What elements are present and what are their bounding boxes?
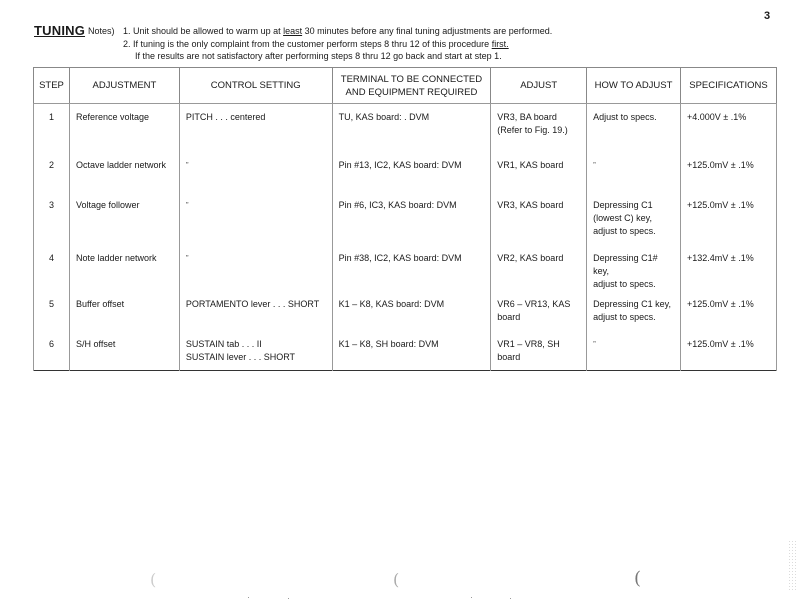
- cell-control: PORTAMENTO lever . . . SHORT: [179, 291, 332, 331]
- cell-control: [179, 152, 332, 192]
- cell-spec: +4.000V ± .1%: [680, 104, 776, 153]
- binding-hole-mark: (: [634, 568, 642, 589]
- binding-hole-mark: (: [393, 570, 400, 589]
- cell-adjust: VR3, KAS board: [491, 192, 587, 245]
- cell-adjust: VR2, KAS board: [491, 245, 587, 291]
- ditto-mark: ”: [185, 254, 189, 263]
- cell-adjustment: Buffer offset: [69, 291, 179, 331]
- cell-terminal: K1 – K8, KAS board: DVM: [332, 291, 491, 331]
- ditto-mark: ”: [185, 161, 189, 170]
- page-number: 3: [764, 10, 771, 22]
- table-row: [34, 245, 777, 291]
- cell-step: 6: [34, 331, 70, 371]
- note-1: 1. Unit should be allowed to warm up at least 30 minutes before any final tuning adjustments are performed.: [123, 26, 553, 36]
- cell-spec: +125.0mV ± .1%: [680, 291, 776, 331]
- cell-how: Adjust to specs.: [587, 104, 681, 153]
- cell-how: [587, 152, 681, 192]
- scan-speck: [510, 598, 511, 599]
- header-specifications: SPECIFICATIONS: [680, 68, 776, 104]
- cell-adjustment: Voltage follower: [69, 192, 179, 245]
- cell-step: 3: [34, 192, 70, 245]
- cell-adjustment: Reference voltage: [69, 104, 179, 153]
- ditto-mark: ”: [593, 340, 596, 349]
- cell-control: [179, 192, 332, 245]
- cell-terminal: TU, KAS board: . DVM: [332, 104, 491, 153]
- table-row: [34, 331, 777, 371]
- cell-step: 5: [34, 291, 70, 331]
- section-title: TUNING: [34, 23, 86, 38]
- header-adjust: ADJUST: [491, 68, 587, 104]
- table-row: [34, 152, 777, 192]
- scan-speck: [288, 598, 289, 599]
- cell-spec: +125.0mV ± .1%: [680, 192, 776, 245]
- table-row: [34, 291, 777, 331]
- cell-adjust: VR1 – VR8, SH board: [491, 331, 587, 371]
- table-row: [34, 192, 777, 245]
- ditto-mark: ”: [185, 201, 189, 210]
- note-2: 2. If tuning is the only complaint from the customer perform steps 8 thru 12 of this procedure first.: [123, 39, 509, 49]
- notes-label: Notes): [88, 26, 115, 36]
- header-control-setting: CONTROL SETTING: [179, 68, 332, 104]
- table-header-row: [34, 68, 777, 104]
- cell-control: SUSTAIN tab . . . II SUSTAIN lever . . . SHORT: [179, 331, 332, 371]
- cell-adjustment: S/H offset: [69, 331, 179, 371]
- cell-spec: +125.0mV ± .1%: [680, 331, 776, 371]
- cell-step: 1: [34, 104, 70, 153]
- scan-speck: [471, 597, 472, 598]
- cell-how: Depressing C1# key, adjust to specs.: [587, 245, 681, 291]
- cell-adjust: VR6 – VR13, KAS board: [491, 291, 587, 331]
- cell-terminal: Pin #38, IC2, KAS board: DVM: [332, 245, 491, 291]
- cell-control: [179, 245, 332, 291]
- cell-adjustment: Octave ladder network: [69, 152, 179, 192]
- cell-spec: +125.0mV ± .1%: [680, 152, 776, 192]
- ditto-mark: ”: [593, 161, 596, 170]
- header-step: STEP: [34, 68, 70, 104]
- cell-spec: +132.4mV ± .1%: [680, 245, 776, 291]
- scan-noise: [788, 540, 798, 590]
- header-adjustment: ADJUSTMENT: [69, 68, 179, 104]
- tuning-table: [33, 67, 777, 371]
- cell-terminal: Pin #13, IC2, KAS board: DVM: [332, 152, 491, 192]
- cell-how: Depressing C1 (lowest C) key, adjust to specs.: [587, 192, 681, 245]
- cell-terminal: K1 – K8, SH board: DVM: [332, 331, 491, 371]
- cell-control: PITCH . . . centered: [179, 104, 332, 153]
- binding-hole-mark: (: [150, 570, 157, 589]
- cell-adjust: VR3, BA board (Refer to Fig. 19.): [491, 104, 587, 153]
- cell-how: Depressing C1 key, adjust to specs.: [587, 291, 681, 331]
- header-terminal: TERMINAL TO BE CONNECTED AND EQUIPMENT REQUIRED: [332, 68, 491, 104]
- note-2-continuation: If the results are not satisfactory after performing steps 8 thru 12 go back and start at step 1.: [135, 51, 502, 61]
- cell-how: [587, 331, 681, 371]
- cell-terminal: Pin #6, IC3, KAS board: DVM: [332, 192, 491, 245]
- cell-step: 4: [34, 245, 70, 291]
- header-how-to-adjust: HOW TO ADJUST: [587, 68, 681, 104]
- cell-adjust: VR1, KAS board: [491, 152, 587, 192]
- scan-speck: [248, 597, 249, 598]
- cell-adjustment: Note ladder network: [69, 245, 179, 291]
- cell-step: 2: [34, 152, 70, 192]
- table-row: [34, 104, 777, 153]
